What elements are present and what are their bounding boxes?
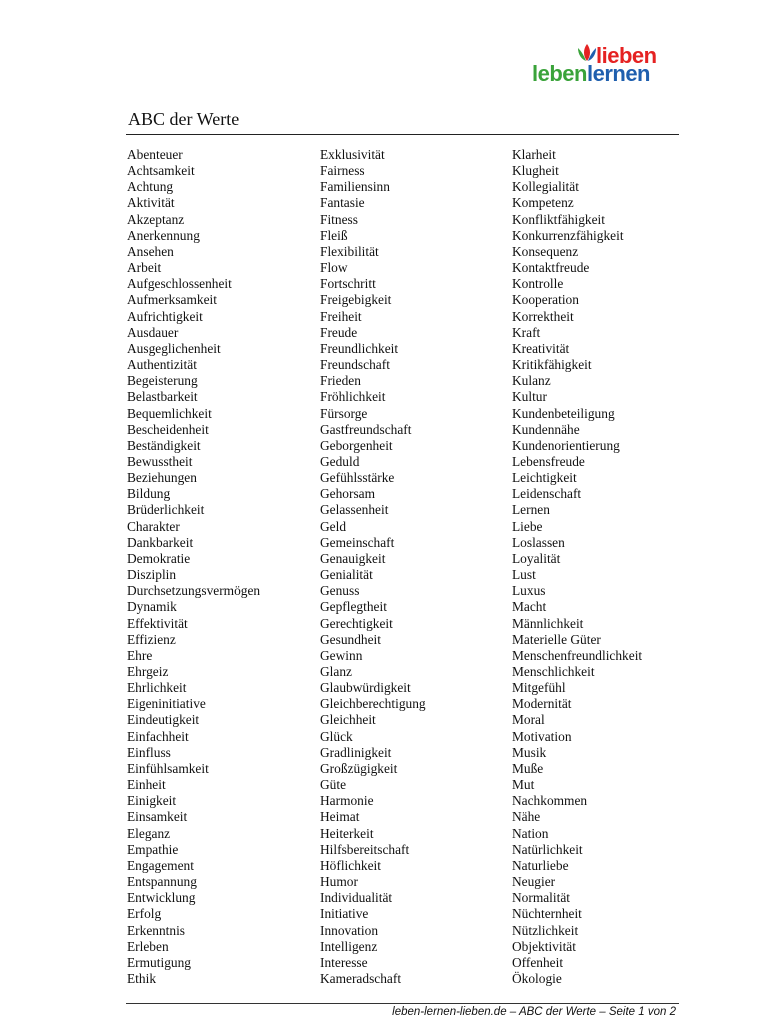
value-item: Korrektheit	[512, 308, 574, 324]
value-item: Genialität	[320, 567, 373, 583]
value-item: Einheit	[127, 777, 166, 793]
value-item: Gleichberechtigung	[320, 696, 426, 712]
value-item: Neugier	[512, 874, 556, 890]
value-item: Güte	[320, 777, 347, 793]
value-item: Aufgeschlossenheit	[127, 276, 232, 292]
value-item: Brüderlichkeit	[127, 502, 205, 518]
value-item: Beziehungen	[127, 470, 197, 486]
value-item: Gepflegtheit	[320, 599, 387, 615]
value-item: Achtung	[127, 179, 174, 195]
value-item: Geduld	[320, 453, 360, 469]
values-column-2	[320, 147, 426, 987]
value-item: Natürlichkeit	[512, 841, 583, 857]
value-item: Gewinn	[320, 647, 363, 663]
value-item: Entwicklung	[127, 890, 196, 906]
value-item: Abenteuer	[127, 147, 183, 162]
value-item: Durchsetzungsvermögen	[127, 583, 261, 599]
value-item: Disziplin	[127, 567, 177, 583]
value-item: Loyalität	[512, 550, 561, 566]
value-item: Lust	[512, 567, 536, 583]
value-item: Macht	[512, 599, 547, 615]
value-item: Arbeit	[127, 260, 162, 276]
value-item: Kundenorientierung	[512, 437, 620, 453]
value-item: Belastbarkeit	[127, 389, 198, 405]
value-item: Modernität	[512, 696, 572, 712]
value-item: Einfluss	[127, 744, 171, 760]
value-item: Höflichkeit	[320, 857, 381, 873]
value-item: Nation	[512, 825, 549, 841]
value-item: Dankbarkeit	[127, 534, 194, 550]
value-item: Flow	[320, 260, 348, 276]
values-column-3	[512, 147, 642, 987]
value-item: Familiensinn	[320, 179, 390, 195]
value-item: Bewusstheit	[127, 453, 193, 469]
value-item: Nützlichkeit	[512, 922, 579, 938]
value-item: Ermutigung	[127, 954, 191, 970]
value-item: Authentizität	[127, 357, 197, 373]
value-item: Glück	[320, 728, 353, 744]
value-item: Harmonie	[320, 793, 374, 809]
value-item: Heiterkeit	[320, 825, 374, 841]
value-item: Gradlinigkeit	[320, 744, 392, 760]
value-item: Individualität	[320, 890, 393, 906]
value-item: Aufrichtigkeit	[127, 308, 203, 324]
value-item: Nähe	[512, 809, 541, 825]
value-item: Loslassen	[512, 534, 565, 550]
value-item: Menschenfreundlichkeit	[512, 647, 643, 663]
value-item: Initiative	[320, 906, 369, 922]
value-item: Konkurrenzfähigkeit	[512, 227, 624, 243]
logo-word-leben: leben	[532, 61, 587, 86]
value-item: Glanz	[320, 664, 352, 679]
logo-word-lernen: lernen	[586, 61, 650, 86]
value-item: Beständigkeit	[127, 437, 201, 453]
value-item: Fairness	[320, 163, 365, 179]
value-item: Naturliebe	[512, 857, 569, 873]
value-item: Engagement	[127, 857, 194, 873]
value-item: Flexibilität	[320, 243, 379, 259]
value-item: Kundenbeteiligung	[512, 405, 615, 421]
value-item: Interesse	[320, 954, 368, 970]
value-item: Gastfreundschaft	[320, 421, 412, 437]
value-item: Ausdauer	[127, 324, 179, 340]
value-item: Erfolg	[127, 906, 162, 922]
value-item: Lebensfreude	[512, 453, 585, 469]
value-item: Moral	[512, 712, 545, 728]
value-item: Entspannung	[127, 874, 197, 890]
value-item: Gelassenheit	[320, 502, 389, 518]
value-item: Gleichheit	[320, 712, 376, 728]
value-item: Ehrlichkeit	[127, 680, 187, 696]
value-item: Motivation	[512, 728, 572, 744]
value-item: Begeisterung	[127, 373, 198, 389]
value-item: Heimat	[320, 809, 360, 825]
value-item: Normalität	[512, 890, 571, 906]
value-item: Gemeinschaft	[320, 534, 395, 550]
value-item: Bequemlichkeit	[127, 405, 212, 421]
value-item: Gefühlsstärke	[320, 470, 395, 486]
value-item: Freude	[320, 324, 358, 340]
value-item: Großzügigkeit	[320, 760, 398, 776]
value-item: Aktivität	[127, 195, 175, 211]
value-item: Ökologie	[512, 970, 562, 986]
value-item: Hilfsbereitschaft	[320, 841, 410, 857]
values-column-1	[127, 147, 260, 987]
value-item: Kontaktfreude	[512, 260, 590, 276]
value-item: Offenheit	[512, 954, 564, 970]
value-item: Nachkommen	[512, 793, 588, 809]
value-item: Kontrolle	[512, 276, 564, 292]
value-item: Konsequenz	[512, 243, 579, 259]
value-item: Anerkennung	[127, 227, 200, 243]
value-item: Effizienz	[127, 631, 176, 647]
value-item: Klugheit	[512, 163, 559, 179]
value-item: Ehre	[127, 647, 153, 663]
value-item: Nüchternheit	[512, 906, 582, 922]
value-item: Erleben	[127, 938, 169, 954]
footer-divider	[126, 1003, 679, 1004]
value-item: Aufmerksamkeit	[127, 292, 217, 308]
value-item: Kritikfähigkeit	[512, 357, 592, 373]
value-item: Klarheit	[512, 147, 556, 162]
value-item: Kompetenz	[512, 195, 574, 211]
value-item: Effektivität	[127, 615, 188, 631]
value-item: Genauigkeit	[320, 550, 386, 566]
logo	[532, 44, 682, 88]
value-item: Einigkeit	[127, 793, 177, 809]
value-item: Freundschaft	[320, 357, 390, 373]
value-item: Dynamik	[127, 599, 177, 615]
value-item: Freundlichkeit	[320, 340, 399, 356]
value-item: Lernen	[512, 502, 550, 518]
value-item: Ausgeglichenheit	[127, 340, 221, 356]
value-item: Genuss	[320, 583, 360, 599]
value-item: Ehrgeiz	[127, 664, 169, 679]
value-item: Empathie	[127, 841, 179, 857]
value-item: Achtsamkeit	[127, 163, 195, 179]
logo-word-lieben: lieben	[596, 43, 657, 68]
value-item: Gehorsam	[320, 486, 376, 502]
value-item: Bildung	[127, 486, 171, 502]
value-item: Gesundheit	[320, 631, 381, 647]
value-item: Männlichkeit	[512, 615, 584, 631]
value-item: Fröhlichkeit	[320, 389, 386, 405]
value-item: Gerechtigkeit	[320, 615, 393, 631]
value-item: Freiheit	[320, 308, 362, 324]
value-item: Ansehen	[127, 243, 174, 259]
title-divider	[126, 134, 679, 135]
value-item: Konfliktfähigkeit	[512, 211, 605, 227]
value-item: Freigebigkeit	[320, 292, 392, 308]
value-item: Geld	[320, 518, 347, 534]
value-item: Fleiß	[320, 227, 348, 243]
value-item: Objektivität	[512, 938, 576, 954]
value-item: Fürsorge	[320, 405, 368, 421]
value-item: Menschlichkeit	[512, 664, 595, 679]
value-item: Materielle Güter	[512, 631, 601, 647]
value-item: Kollegialität	[512, 179, 579, 195]
value-item: Leidenschaft	[512, 486, 582, 502]
value-item: Musik	[512, 744, 547, 760]
value-item: Geborgenheit	[320, 437, 393, 453]
value-item: Eigeninitiative	[127, 696, 206, 712]
value-item: Akzeptanz	[127, 211, 185, 227]
value-item: Mut	[512, 777, 535, 793]
value-item: Innovation	[320, 922, 379, 938]
value-item: Kultur	[512, 389, 547, 405]
document-title: ABC der Werte	[128, 109, 240, 129]
value-item: Glaubwürdigkeit	[320, 680, 411, 696]
value-item: Ethik	[127, 970, 157, 986]
value-item: Liebe	[512, 518, 543, 534]
value-item: Exklusivität	[320, 147, 385, 162]
value-item: Fantasie	[320, 195, 365, 211]
value-item: Eleganz	[127, 825, 171, 841]
value-item: Frieden	[320, 373, 361, 389]
value-item: Bescheidenheit	[127, 421, 209, 437]
value-item: Muße	[512, 760, 544, 776]
value-item: Fortschritt	[320, 276, 376, 292]
value-item: Leichtigkeit	[512, 470, 577, 486]
value-item: Luxus	[512, 583, 546, 599]
value-item: Kameradschaft	[320, 970, 402, 986]
value-item: Einsamkeit	[127, 809, 188, 825]
value-item: Fitness	[320, 211, 358, 227]
value-item: Einfühlsamkeit	[127, 760, 209, 776]
flower-icon	[576, 44, 598, 62]
value-item: Demokratie	[127, 550, 191, 566]
value-item: Kulanz	[512, 373, 551, 389]
value-item: Kundennähe	[512, 421, 580, 437]
value-item: Mitgefühl	[512, 680, 566, 696]
value-item: Kraft	[512, 324, 541, 340]
page-footer: leben-lernen-lieben.de – ABC der Werte – Seite 1 von 2	[392, 1006, 676, 1018]
value-item: Charakter	[127, 518, 180, 534]
value-item: Erkenntnis	[127, 922, 186, 938]
value-item: Einfachheit	[127, 728, 189, 744]
value-item: Intelligenz	[320, 938, 378, 954]
value-item: Kreativität	[512, 340, 570, 356]
value-item: Humor	[320, 874, 358, 890]
value-item: Kooperation	[512, 292, 579, 308]
value-item: Eindeutigkeit	[127, 712, 200, 728]
logo-word-row	[532, 63, 650, 85]
